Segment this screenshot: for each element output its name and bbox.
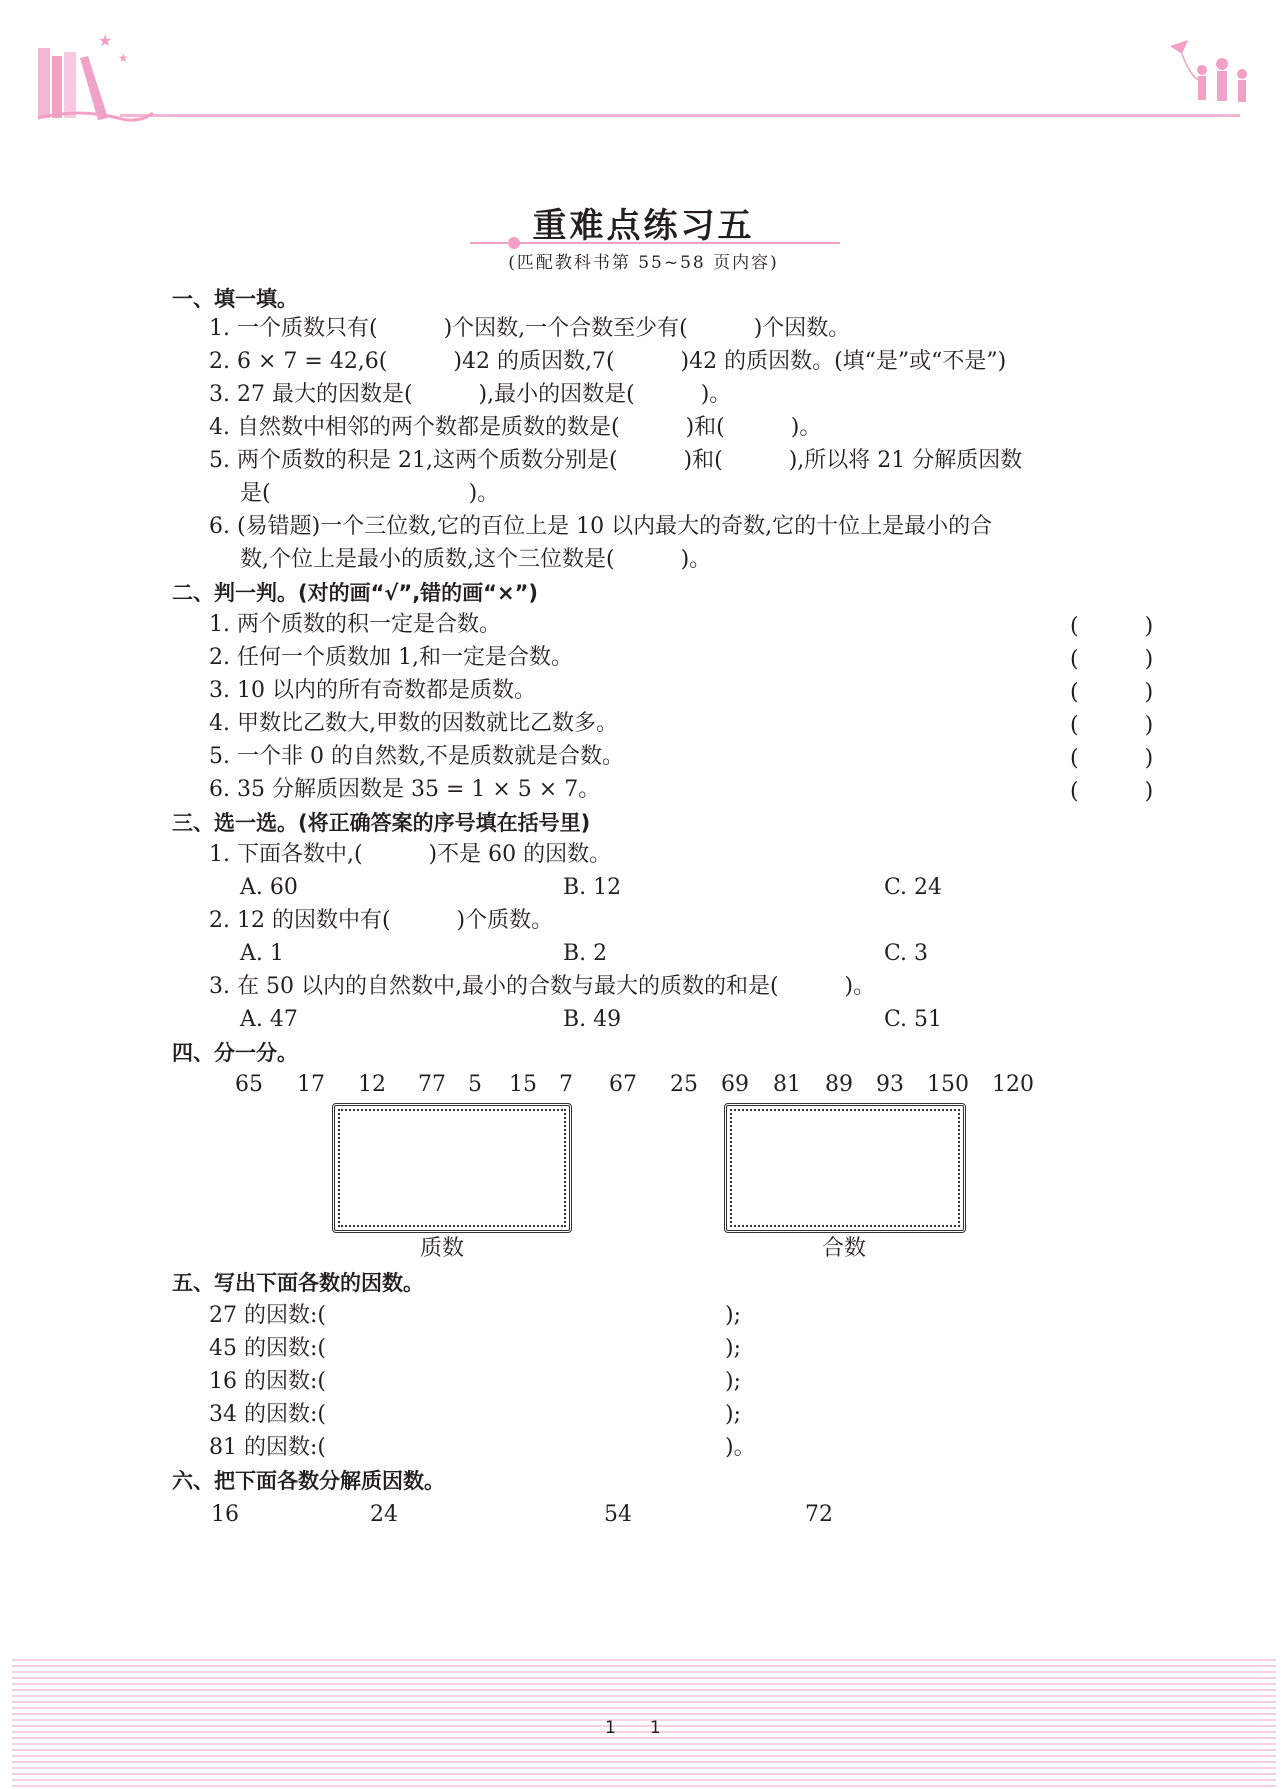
s1-line6b: 数,个位上是最小的质数,这个三位数是( )。 [240,547,712,572]
s4-number-10: 69 [721,1072,749,1097]
s4-number-13: 93 [876,1072,904,1097]
s4-number-2: 17 [297,1072,325,1097]
s6-number-24: 24 [370,1502,398,1527]
s5-row-end-27: ); [725,1303,741,1328]
book-spine-2 [52,56,62,118]
s4-number-11: 81 [773,1072,801,1097]
s1-line5a: 5. 两个质数的积是 21,这两个质数分别是( )和( ),所以将 21 分解质因数 [209,448,1023,473]
s2-item-2: 2. 任何一个质数加 1,和一定是合数。 [209,645,573,670]
s2-answer-2[interactable]: ( ) [1070,647,1154,672]
s5-row-label-34: 34 的因数:( [209,1402,326,1427]
kids-kite-icon [1160,36,1260,121]
s6-number-72: 72 [805,1502,833,1527]
s4-number-8: 67 [609,1072,637,1097]
star-1: ★ [98,31,113,50]
s3-q3-option-a: A. 47 [240,1007,298,1032]
s1-line1: 1. 一个质数只有( )个因数,一个合数至少有( )个因数。 [209,316,851,341]
s3-q1-option-b: B. 12 [563,875,622,900]
s5-row-end-81: )。 [725,1435,756,1460]
s2-answer-4[interactable]: ( ) [1070,713,1154,738]
s3-q1-option-c: C. 24 [884,875,943,900]
s4-number-14: 150 [927,1072,969,1097]
s5-row-end-45: ); [725,1336,741,1361]
book-spine-1 [38,48,50,118]
s1-line6a: 6. (易错题)一个三位数,它的百位上是 10 以内最大的奇数,它的十位上是最小的合 [209,514,993,539]
s4-number-5: 5 [468,1072,482,1097]
composite-box-inner-border [730,1109,960,1227]
s3-q1-option-a: A. 60 [240,875,298,900]
section1-heading: 一、填一填。 [172,287,298,311]
star-2: ★ [118,51,129,65]
s1-line2: 2. 6 × 7 = 42,6( )42 的质因数,7( )42 的质因数。(填“是”或“不是”) [209,349,1007,374]
s3-q3: 3. 在 50 以内的自然数中,最小的合数与最大的质数的和是( )。 [209,974,876,999]
s4-number-3: 12 [358,1072,386,1097]
composite-box-label: 合数 [822,1236,867,1261]
book-leaning [80,56,108,120]
s2-answer-5[interactable]: ( ) [1070,746,1154,771]
s6-number-16: 16 [211,1502,239,1527]
s3-q3-option-b: B. 49 [563,1007,622,1032]
s2-item-5: 5. 一个非 0 的自然数,不是质数就是合数。 [209,744,624,769]
book-spine-3 [64,52,76,118]
s1-line5b: 是( )。 [240,481,500,506]
s2-item-6: 6. 35 分解质因数是 35 = 1 × 5 × 7。 [209,777,601,802]
s5-row-end-16: ); [725,1369,741,1394]
s4-number-12: 89 [825,1072,853,1097]
s5-row-end-34: ); [725,1402,741,1427]
s3-q2-option-c: C. 3 [884,941,929,966]
s4-number-15: 120 [992,1072,1034,1097]
s5-row-label-81: 81 的因数:( [209,1435,326,1460]
s3-q3-option-c: C. 51 [884,1007,943,1032]
section4-heading: 四、分一分。 [172,1041,298,1065]
books-logo-icon [28,18,158,133]
s2-answer-1[interactable]: ( ) [1070,614,1154,639]
s4-number-6: 15 [509,1072,537,1097]
s3-q2: 2. 12 的因数中有( )个质数。 [209,908,554,933]
s3-q2-option-a: A. 1 [240,941,284,966]
page-title: 重难点练习五 [532,206,755,246]
page-subtitle: (匹配教科书第 55~58 页内容) [508,253,779,273]
s2-item-1: 1. 两个质数的积一定是合数。 [209,612,501,637]
section6-heading: 六、把下面各数分解质因数。 [172,1469,445,1493]
s2-answer-3[interactable]: ( ) [1070,680,1154,705]
kite-shape [1170,40,1188,54]
s2-item-4: 4. 甲数比乙数大,甲数的因数就比乙数多。 [209,711,618,736]
s2-answer-6[interactable]: ( ) [1070,779,1154,804]
s2-item-3: 3. 10 以内的所有奇数都是质数。 [209,678,536,703]
s4-number-1: 65 [235,1072,263,1097]
s4-number-9: 25 [670,1072,698,1097]
s6-number-54: 54 [604,1502,632,1527]
header-rule [120,114,1240,117]
s5-row-label-27: 27 的因数:( [209,1303,326,1328]
s3-q2-option-b: B. 2 [563,941,608,966]
s5-row-label-45: 45 的因数:( [209,1336,326,1361]
s1-line4: 4. 自然数中相邻的两个数都是质数的数是( )和( )。 [209,415,822,440]
section5-heading: 五、写出下面各数的因数。 [172,1271,424,1295]
section2-heading: 二、判一判。(对的画“√”,错的画“×”) [172,581,538,605]
s3-q1: 1. 下面各数中,( )不是 60 的因数。 [209,842,612,867]
s5-row-label-16: 16 的因数:( [209,1369,326,1394]
page-number: 1 1 [605,1718,661,1738]
s4-number-7: 7 [559,1072,573,1097]
s4-number-4: 77 [418,1072,446,1097]
section3-heading: 三、选一选。(将正确答案的序号填在括号里) [172,811,591,835]
s1-line3: 3. 27 最大的因数是( ),最小的因数是( )。 [209,382,732,407]
prime-box-inner-border [338,1109,566,1227]
prime-box-label: 质数 [420,1236,465,1261]
